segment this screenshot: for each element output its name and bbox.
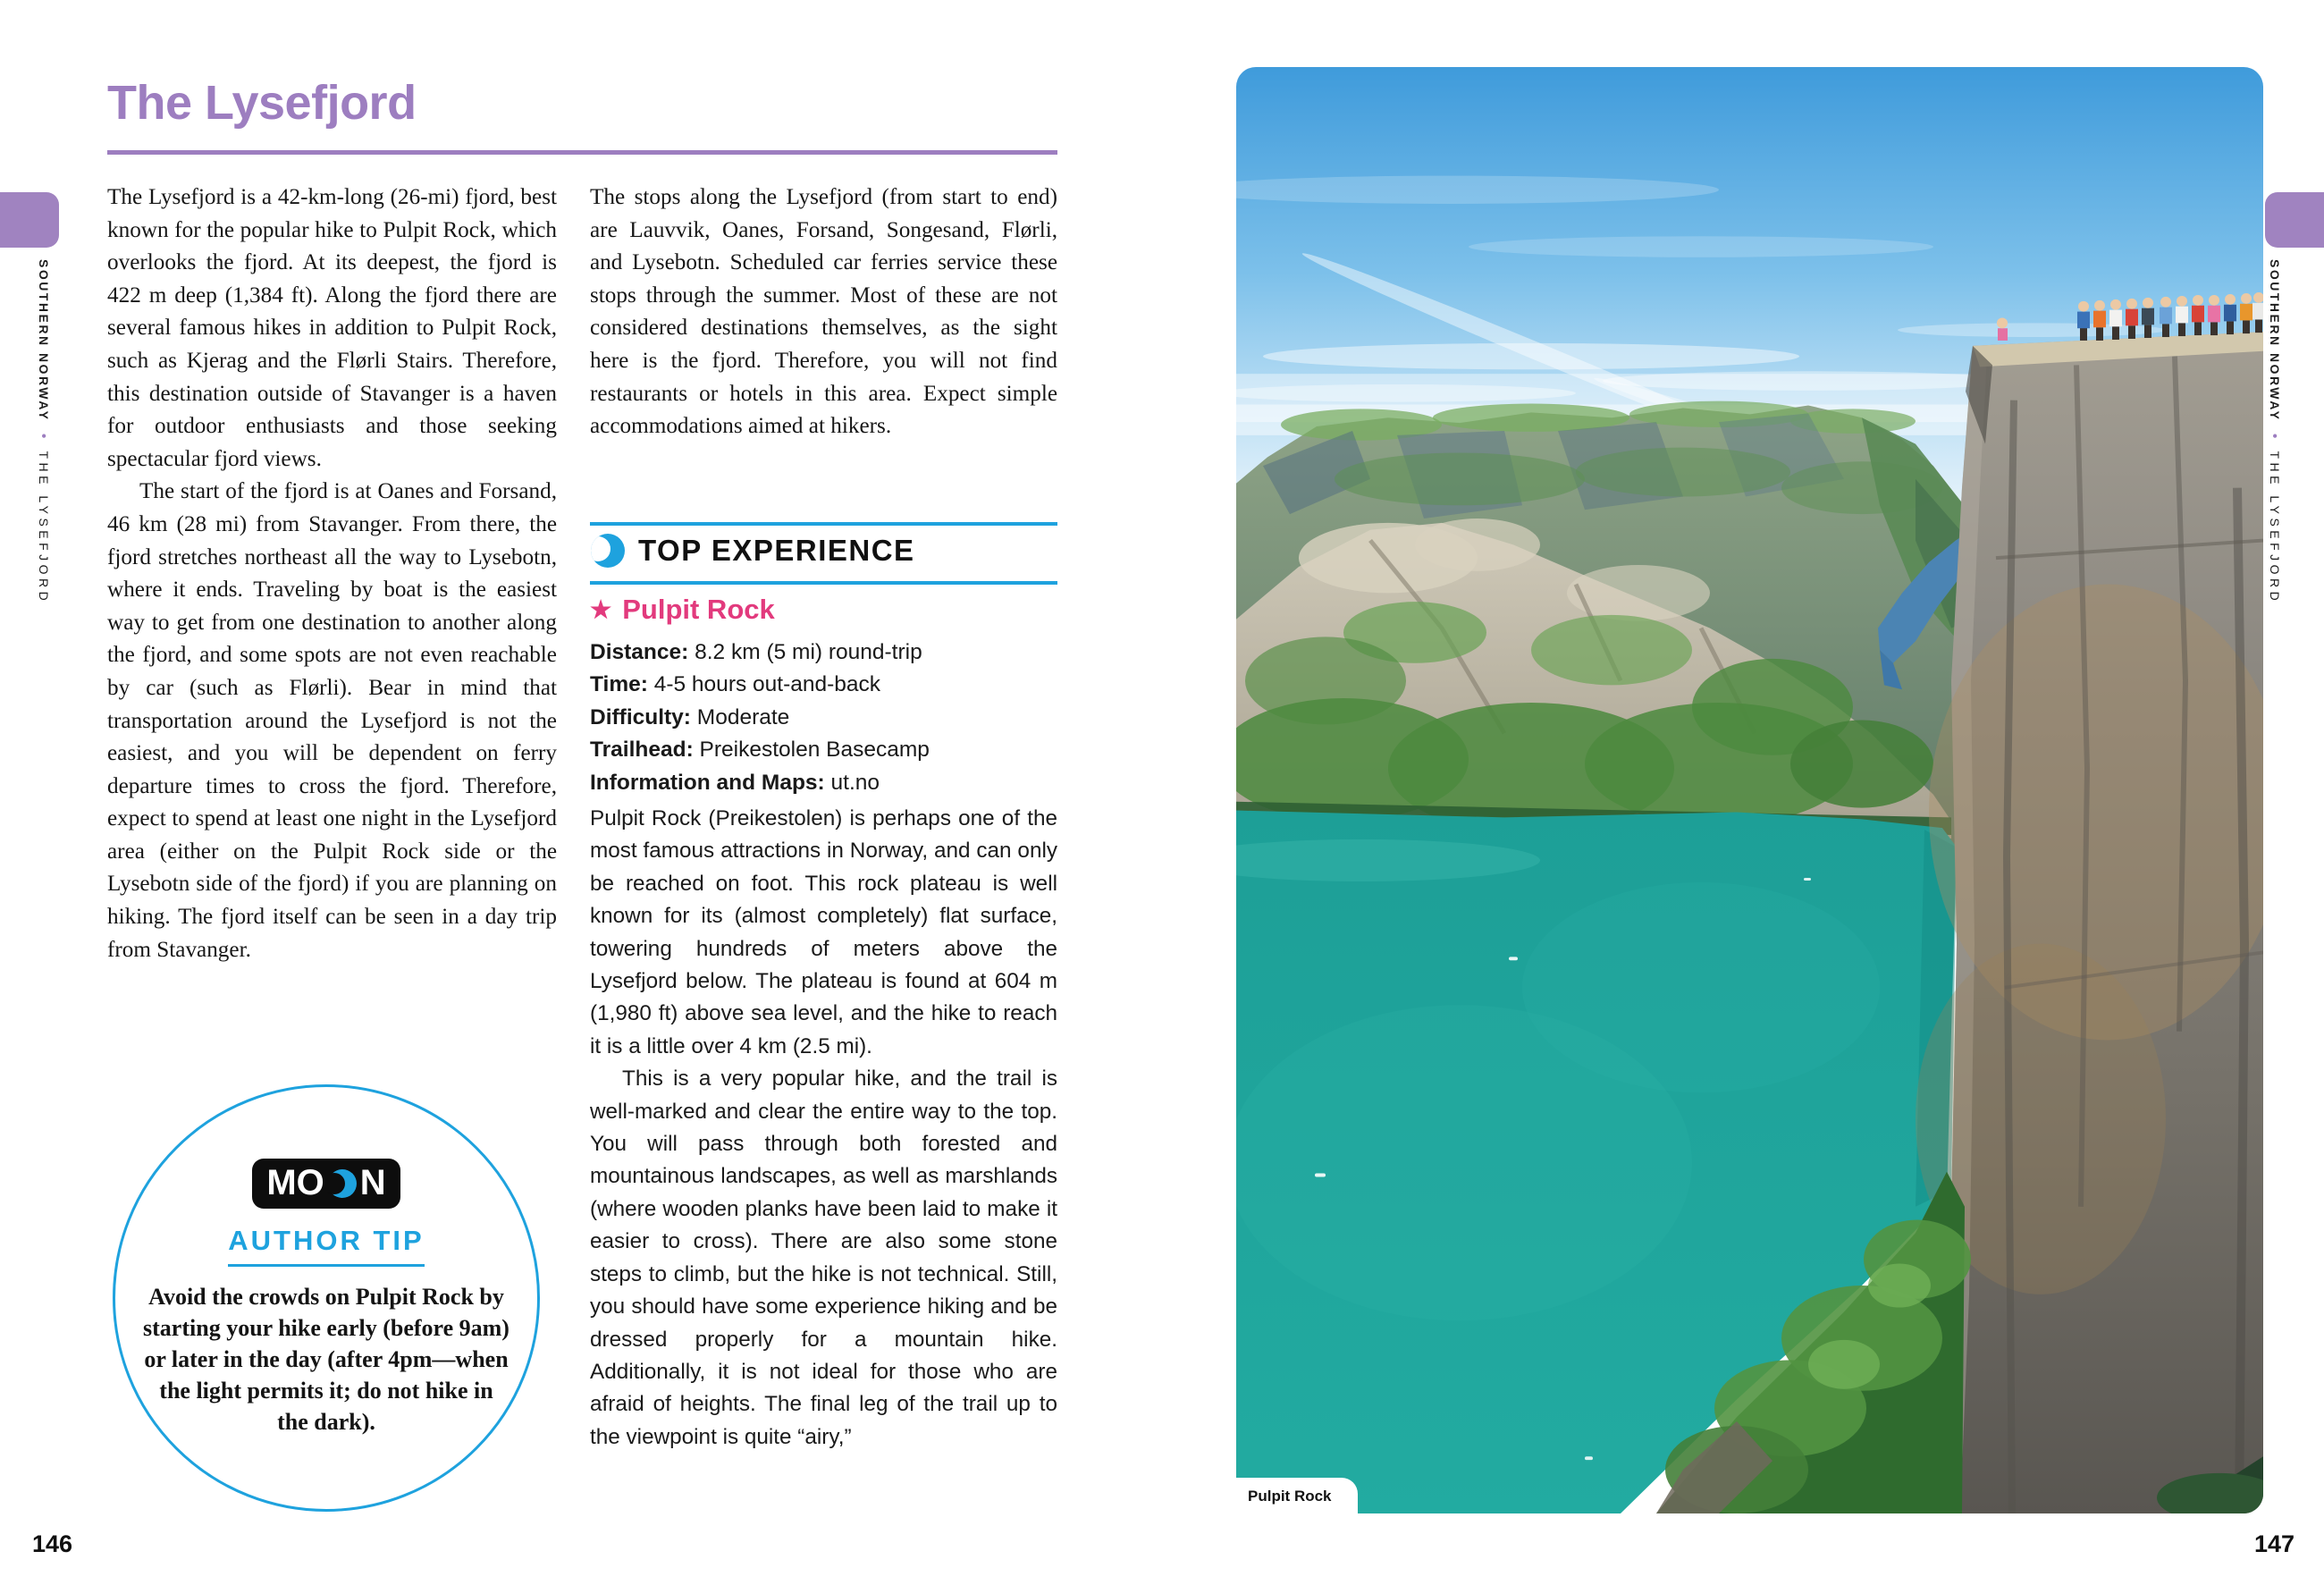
top-experience-label: TOP EXPERIENCE xyxy=(638,534,915,567)
author-tip-callout xyxy=(113,1084,540,1512)
photo-caption: Pulpit Rock xyxy=(1236,1478,1358,1513)
pulpit-rock-photo xyxy=(1236,67,2263,1513)
intro-paragraph-1: The Lysefjord is a 42-km-long (26-mi) fjord, best known for the popular hike to Pulpit Rock, which overlooks the fjord. At its deepest, the fjord is 422 m deep (1,384 ft). Along the fjord there are several famous hikes in addition to Pulpit Rock, such as Kjerag and the Flørli Stairs. Therefore, this destination outside of Stavanger is a haven for outdoor enthusiasts and those seeking spectacular fjord views. xyxy=(107,185,557,471)
author-tip-heading: AUTHOR TIP xyxy=(228,1225,424,1267)
author-tip-text: Avoid the crowds on Pulpit Rock by starting your hike early (before 9am) or later in the day (after 4pm—when the light permits it; do not hike in the dark). xyxy=(143,1284,509,1435)
pulpit-rock-heading xyxy=(590,594,775,626)
sidebar-separator-dot: • xyxy=(36,434,51,439)
pulpit-rock-heading-text: Pulpit Rock xyxy=(622,594,775,625)
stat-time: Time: 4-5 hours out-and-back xyxy=(590,672,881,697)
stops-paragraph: The stops along the Lysefjord (from start to end) are Lauvvik, Oanes, Forsand, Songesand, Flørli, and Lysebotn. Scheduled car ferries service these stops through the summer. Most of these are not considered destinations themselves, as the sight here is the fjord. Therefore, you will not find restaurants or hotels in this area. Expect simple accommodations aimed at hikers. xyxy=(590,185,1057,439)
stat-trailhead: Trailhead: Preikestolen Basecamp xyxy=(590,738,930,763)
stat-difficulty: Difficulty: Moderate xyxy=(590,704,790,729)
moon-logo xyxy=(252,1159,400,1209)
sidebar-chapter-label: THE LYSEFJORD xyxy=(2268,451,2282,605)
hike-description-paragraph-2: This is a very popular hike, and the trail is well-marked and clear the entire way to the top. You will pass through both forested and mountainous landscapes, as well as marshlands (where wooden planks have been laid to make it easier to cross). There are also some stone steps to climb, but the hike is not technical. Still, you should have some experience hiking and be dressed properly for a mountain hike. Additionally, it is not ideal for those who are afraid of heights. The final leg of the trail up to the viewpoint is quite “airy,” xyxy=(590,1067,1057,1449)
stops-column xyxy=(590,181,1057,443)
page-title: The Lysefjord xyxy=(107,76,417,130)
moon-logo-text-left: MO xyxy=(266,1163,324,1202)
chapter-tab-left xyxy=(0,192,59,248)
moon-logo-text-right: N xyxy=(359,1163,386,1202)
sidebar-section-label: SOUTHERN NORWAY xyxy=(37,259,51,422)
intro-column xyxy=(107,181,557,966)
page-number-left: 146 xyxy=(32,1530,73,1557)
top-experience-header xyxy=(590,533,915,569)
star-icon: ★ xyxy=(590,595,612,623)
chapter-tab-right xyxy=(2265,192,2324,248)
pulpit-rock-photo-illustration xyxy=(1236,67,2263,1513)
sidebar-chapter-label: THE LYSEFJORD xyxy=(37,451,51,605)
title-rule xyxy=(107,150,1057,155)
intro-paragraph-2: The start of the fjord is at Oanes and Forsand, 46 km (28 mi) from Stavanger. From there, the fjord stretches northeast all the way to Lysebotn, where it ends. Traveling by boat is the easiest way to get from one destination to another along the fjord, and some spots are not even reachable by car (such as Flørli). Bear in mind that transportation around the Lysefjord is not the easiest, and you will be dependent on ferry departure times to cross the fjord. Therefore, expect to spend at least one night in the Lysefjord area (either on the Pulpit Rock side or the Lysebotn side of the fjord) if you are planning on hiking. The fjord itself can be seen in a day trip from Stavanger. xyxy=(107,479,557,962)
sidebar-right xyxy=(2267,259,2282,604)
top-experience-rule-bottom xyxy=(590,581,1057,585)
stat-distance: Distance: 8.2 km (5 mi) round-trip xyxy=(590,640,922,664)
top-experience-rule-top xyxy=(590,522,1057,526)
hike-description xyxy=(590,803,1057,1454)
sidebar-left xyxy=(36,259,51,604)
page-number-right: 147 xyxy=(2253,1530,2295,1557)
sidebar-section-label: SOUTHERN NORWAY xyxy=(2268,259,2282,422)
hike-stats xyxy=(590,637,1057,799)
moon-logo-icon xyxy=(327,1168,358,1199)
hike-description-paragraph-1: Pulpit Rock (Preikestolen) is perhaps one of the most famous attractions in Norway, and can only be reached on foot. This rock plateau is well known for its (almost completely) flat surface, towering hundreds of meters above the Lysefjord below. The plateau is found at 604 m (1,980 ft) above sea level, and the hike to reach it is a little over 4 km (2.5 mi). xyxy=(590,806,1057,1058)
sidebar-separator-dot: • xyxy=(2267,434,2282,439)
moon-icon xyxy=(590,533,626,569)
stat-information: Information and Maps: ut.no xyxy=(590,770,880,795)
